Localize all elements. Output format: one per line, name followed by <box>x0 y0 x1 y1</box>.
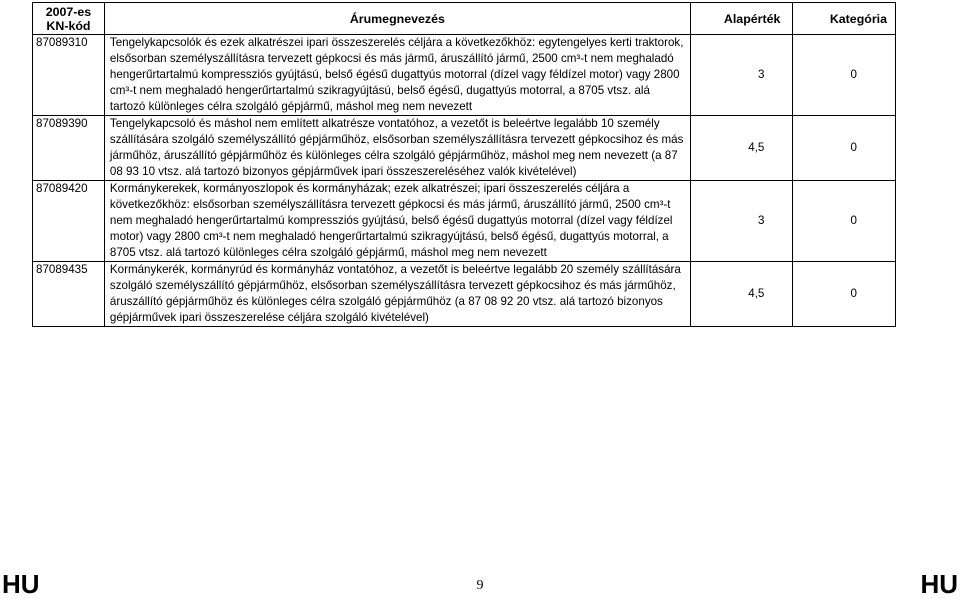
row-code: 87089435 <box>33 262 105 327</box>
tariff-table <box>32 2 896 327</box>
row-base-rate: 4,5 <box>690 262 793 327</box>
page-number: 9 <box>476 578 484 593</box>
table-row <box>33 116 896 181</box>
column-header-code: 2007-es KN-kód <box>33 3 105 35</box>
column-header-description: Árumegnevezés <box>104 3 690 35</box>
footer-country-code-left: HU <box>2 569 40 599</box>
row-code: 87089420 <box>33 181 105 262</box>
row-base-rate: 3 <box>690 35 793 116</box>
row-category: 0 <box>793 35 896 116</box>
row-code: 87089390 <box>33 116 105 181</box>
row-description: Tengelykapcsolók és ezek alkatrészei ipari összeszerelés céljára a következőkhöz: egytengelyes kerti traktorok, elsősorban személyszállításra tervezett gépkocsi és más jármű, áruszállító jármű, 2500 cm³-t nem meghaladó hengerűrtartalmú kompressziós gyújtású, belső égésű dugattyús motorral (dízel vagy féldízel motor) vagy 2800 cm³-t nem meghaladó hengerűrtartalmú szikragyújtású, belső égésű, dugattyús motorral, a 8705 vtsz. alá tartozó különleges célra szolgáló gépjármű, máshol meg nem nevezett <box>104 35 690 116</box>
table-row <box>33 35 896 116</box>
footer-country-code-right: HU <box>920 569 958 599</box>
row-category: 0 <box>793 181 896 262</box>
row-description: Kormánykerekek, kormányoszlopok és kormányházak; ezek alkatrészei; ipari összeszerelés céljára a következőkhöz: elsősorban személyszállításra tervezett gépkocsi és más jármű, áruszállító jármű, 2500 cm³-t nem meghaladó hengerűrtartalmú kompressziós gyújtású, belső égésű dugattyús motorral (dízel vagy féldízel motor) vagy 2800 cm³-t nem meghaladó hengerűrtartalmú szikragyújtású, belső égésű, dugattyús motorral, a 8705 vtsz. alá tartozó különleges célra szolgáló gépjármű, máshol meg nem nevezett <box>104 181 690 262</box>
row-base-rate: 3 <box>690 181 793 262</box>
row-category: 0 <box>793 262 896 327</box>
row-category: 0 <box>793 116 896 181</box>
column-header-category: Kategória <box>793 3 896 35</box>
row-base-rate: 4,5 <box>690 116 793 181</box>
column-header-base-rate: Alapérték <box>690 3 793 35</box>
table-row <box>33 181 896 262</box>
row-description: Tengelykapcsoló és máshol nem említett alkatrésze vontatóhoz, a vezetőt is beleértve legalább 10 személy szállítására szolgáló személyszállító gépjárműhöz, elsősorban személyszállításra tervezett gépkocsihoz és más járműhöz, áruszállító gépjárműhöz és különleges célra szolgáló gépjárműhöz, máshol meg nem nevezett (a 87 08 93 10 vtsz. alá tartozó bizonyos gépjárművek ipari összeszereléséhez valók kivételével) <box>104 116 690 181</box>
row-code: 87089310 <box>33 35 105 116</box>
row-description: Kormánykerék, kormányrúd és kormányház vontatóhoz, a vezetőt is beleértve legalább 20 személy szállítására szolgáló személyszállító gépjárműhöz, elsősorban személyszállításra tervezett gépkocsihoz és más járműhöz, áruszállító gépjárműhöz és különleges célra szolgáló gépjárműhöz (a 87 08 92 20 vtsz. alá tartozó bizonyos gépjárművek ipari összeszerelése céljára szolgáló kivételével) <box>104 262 690 327</box>
table-row <box>33 262 896 327</box>
table-header-row <box>33 3 896 35</box>
page-footer <box>0 570 960 598</box>
